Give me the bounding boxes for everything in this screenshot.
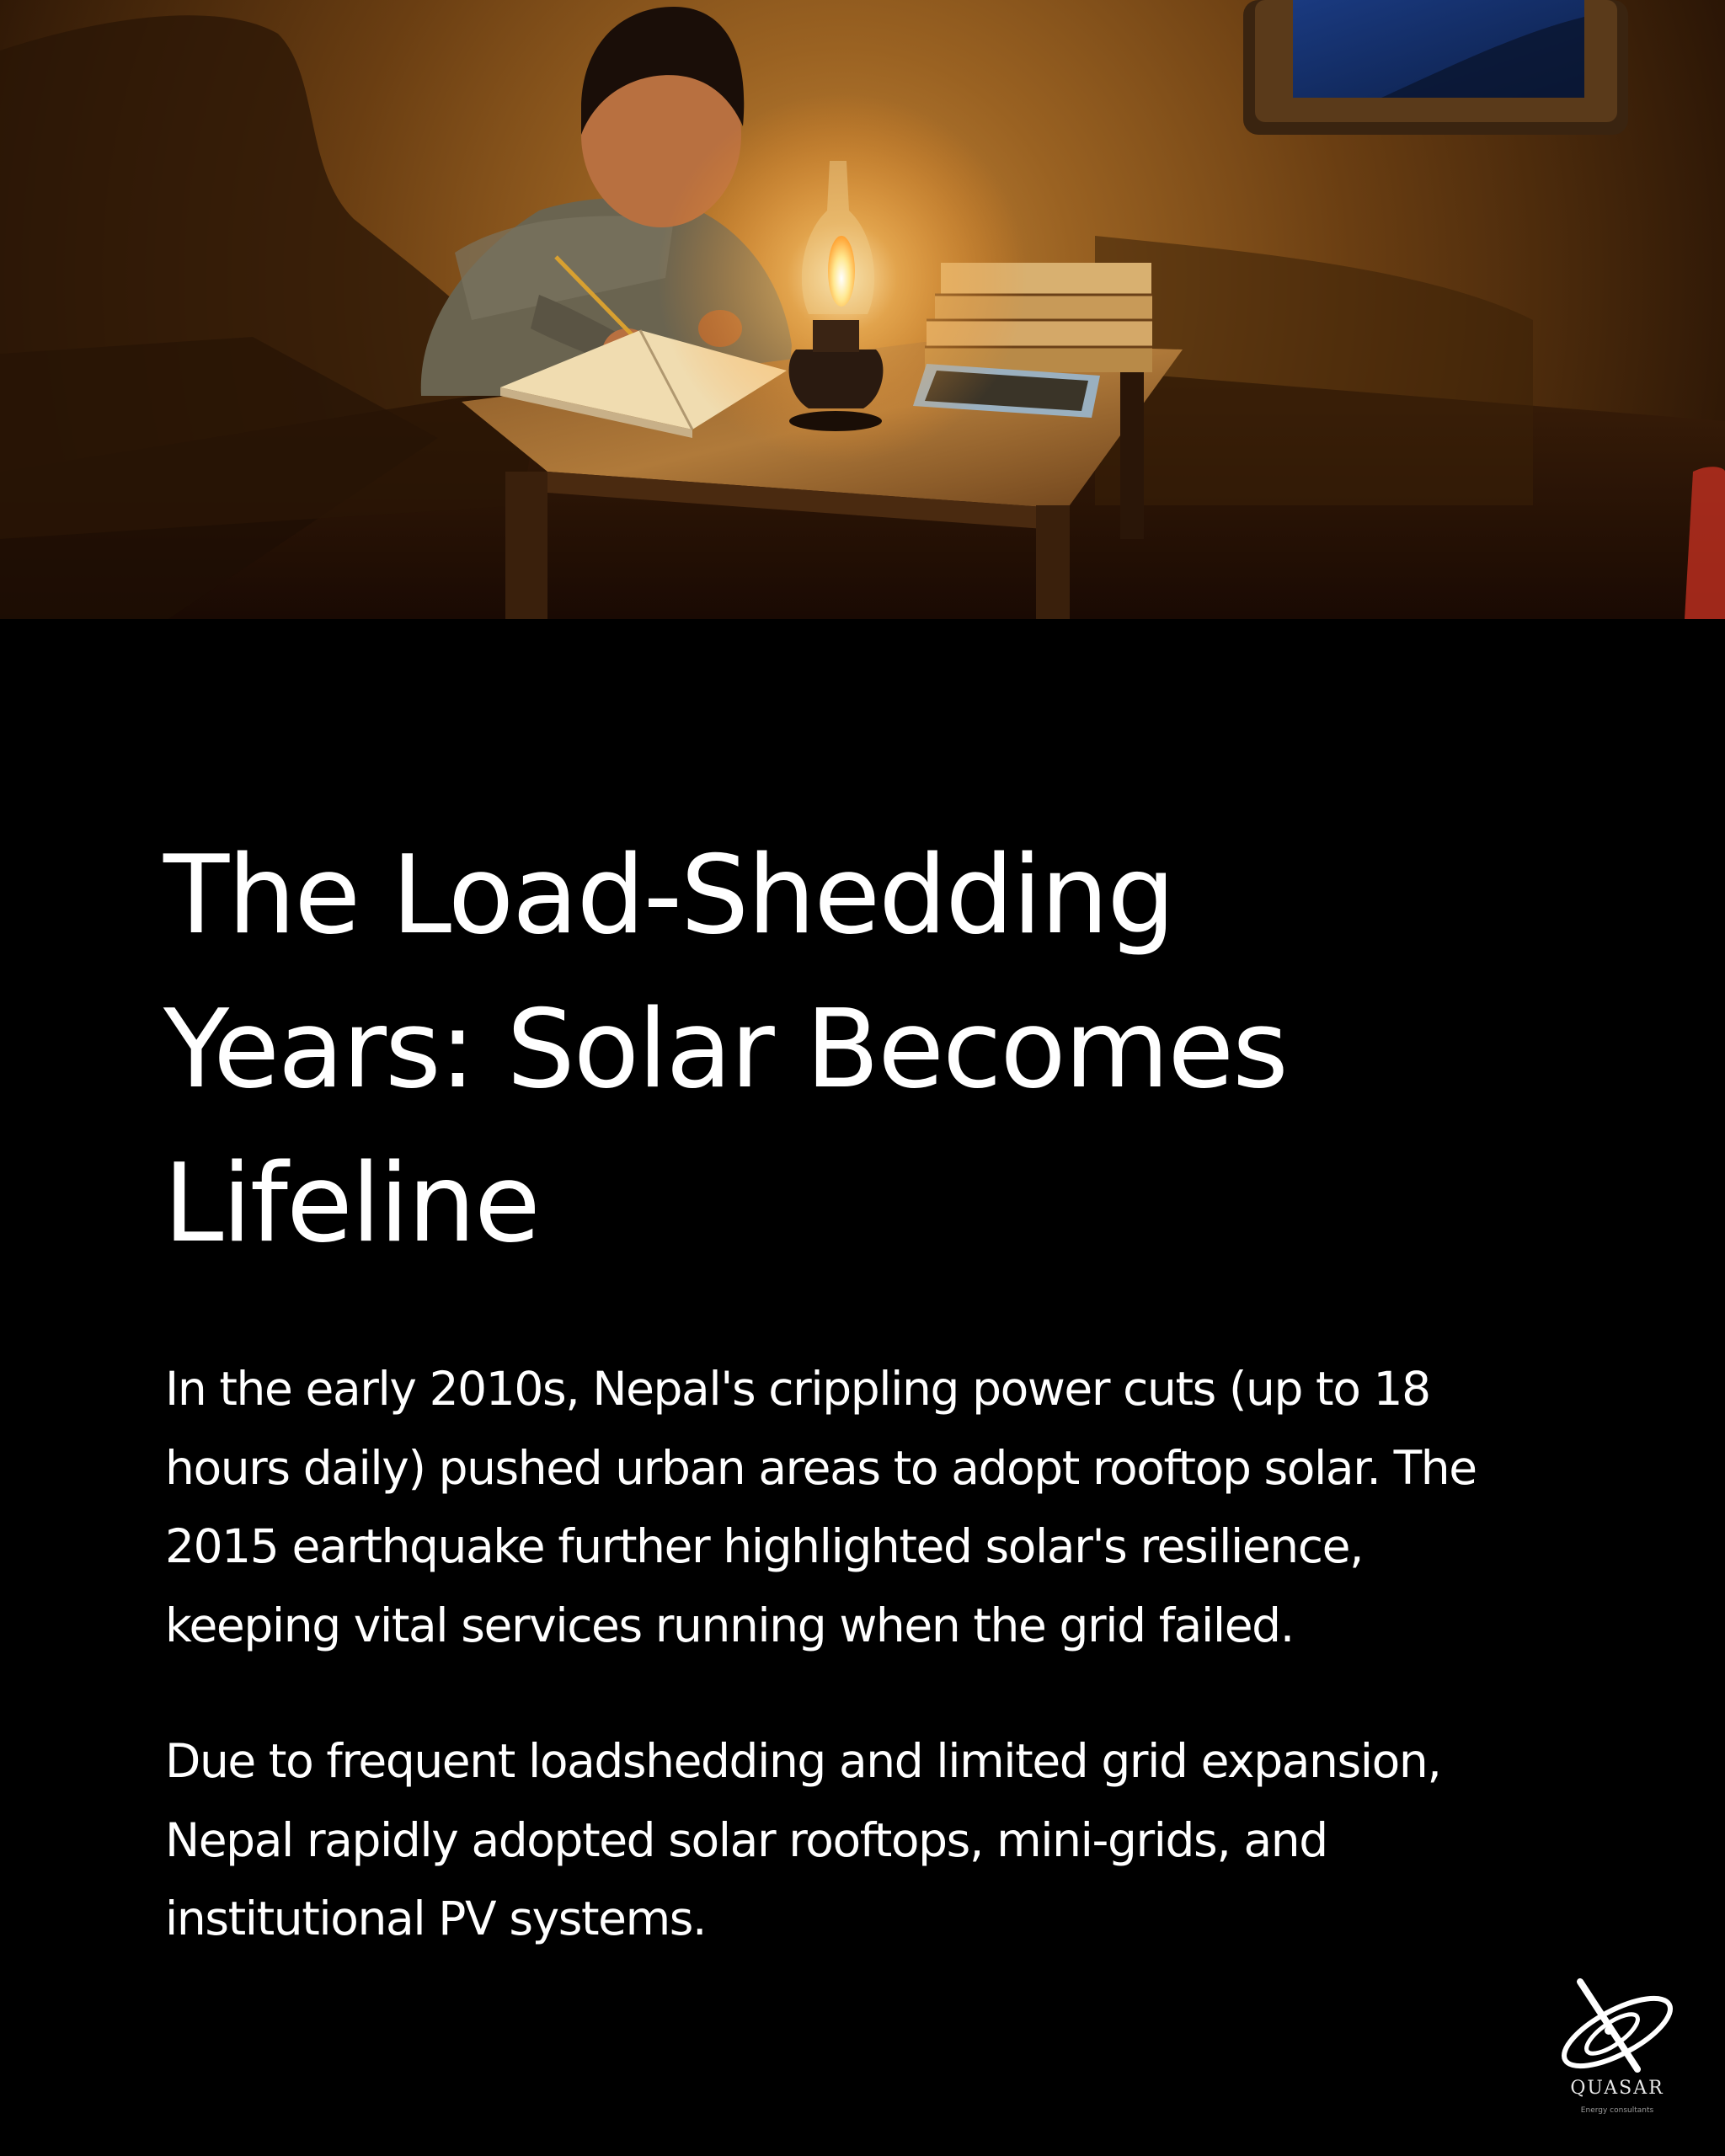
lamp-study-scene-illustration: [0, 0, 1725, 619]
brand-name: QUASAR: [1570, 2078, 1664, 2099]
paragraph-line: institutional PV systems.: [165, 1892, 707, 1945]
paragraph-line: In the early 2010s, Nepal's crippling power cuts (up to 18: [165, 1362, 1430, 1416]
title-line: Years: Solar Becomes: [163, 987, 1287, 1113]
body-paragraph-2: [165, 1722, 1597, 1959]
quasar-orbit-icon: [1550, 1975, 1685, 2078]
title-line: The Load-Shedding: [163, 833, 1174, 958]
hero-photo: [0, 0, 1725, 619]
page-title: [163, 819, 1595, 1281]
paragraph-line: 2015 earthquake further highlighted solar's resilience,: [165, 1519, 1364, 1573]
brand-tagline: Energy consultants: [1580, 2106, 1654, 2115]
paragraph-line: hours daily) pushed urban areas to adopt rooftop solar. The: [165, 1440, 1477, 1495]
paragraph-line: Due to frequent loadshedding and limited grid expansion,: [165, 1734, 1441, 1788]
brand-logo: [1550, 1975, 1685, 2127]
paragraph-line: Nepal rapidly adopted solar rooftops, mini-grids, and: [165, 1812, 1327, 1867]
body-paragraph-1: [165, 1350, 1597, 1665]
title-line: Lifeline: [163, 1141, 539, 1267]
paragraph-line: keeping vital services running when the grid failed.: [165, 1598, 1294, 1652]
